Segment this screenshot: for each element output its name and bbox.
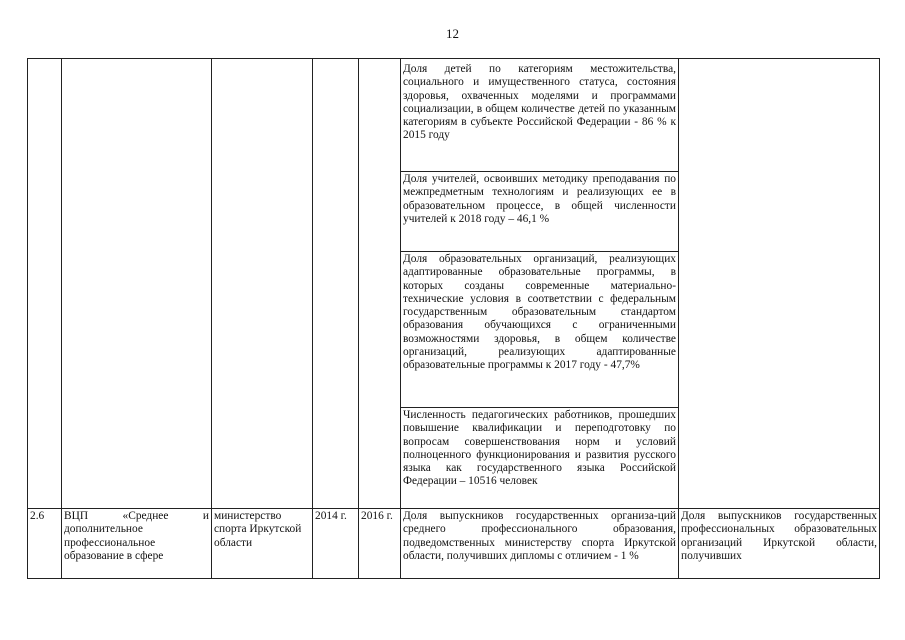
row-number: 2.6	[28, 509, 62, 579]
indicator-cell: Численность педагогических работников, прошедших повышение квалификации и переподготовку по вопросам совершенствования норм и условий полноценного функционирования и развития русского языка как государственного языка Российской Федерации – 10516 человек	[401, 408, 679, 509]
indicator-cell: Доля детей по категориям местожительства, социального и имущественного статуса, состояния здоровья, охваченных моделями и программами социализации, в общем количестве детей по указанным категориям в субъекте Российской Федерации - 86 % к 2015 году	[401, 59, 679, 172]
result-text: Доля выпускников государственных профессиональных образовательных организаций Иркутской области, получивших	[679, 509, 880, 579]
program-name: ВЦП «Среднее и дополнительное профессиональное образование в сфере	[62, 509, 212, 579]
program-cell-continued	[62, 59, 212, 509]
indicator-text: Доля выпускников государственных организа-ций среднего профессионального образования, подведомственных министерству спорта Иркутской области, получивших дипломы с отличием - 1 %	[401, 509, 679, 579]
start-year-cell-continued	[313, 59, 359, 509]
page-number: 12	[446, 26, 459, 41]
start-year: 2014 г.	[313, 509, 359, 579]
table-row-2-6	[28, 509, 880, 579]
table-row	[28, 59, 880, 172]
executor-cell-continued	[212, 59, 313, 509]
indicator-cell: Доля учителей, освоивших методику преподавания по межпредметным технологиям и реализующих ее в образовательном процессе, в общей численности учителей к 2018 году – 46,1 %	[401, 172, 679, 252]
end-year: 2016 г.	[359, 509, 401, 579]
indicator-cell: Доля образовательных организаций, реализующих адаптированные образовательные программы, в которых созданы современные материально-технические условия в соответствии с федеральным государственным образовательным стандартом образования обучающихся с ограниченными возможностями здоровья, в общем количестве организаций, реализующих адаптированные образовательные программы к 2017 году - 47,7%	[401, 252, 679, 408]
end-year-cell-continued	[359, 59, 401, 509]
result-cell-continued	[679, 59, 880, 509]
executor: министерство спорта Иркутской области	[212, 509, 313, 579]
number-cell-continued	[28, 59, 62, 509]
program-table	[27, 58, 880, 579]
